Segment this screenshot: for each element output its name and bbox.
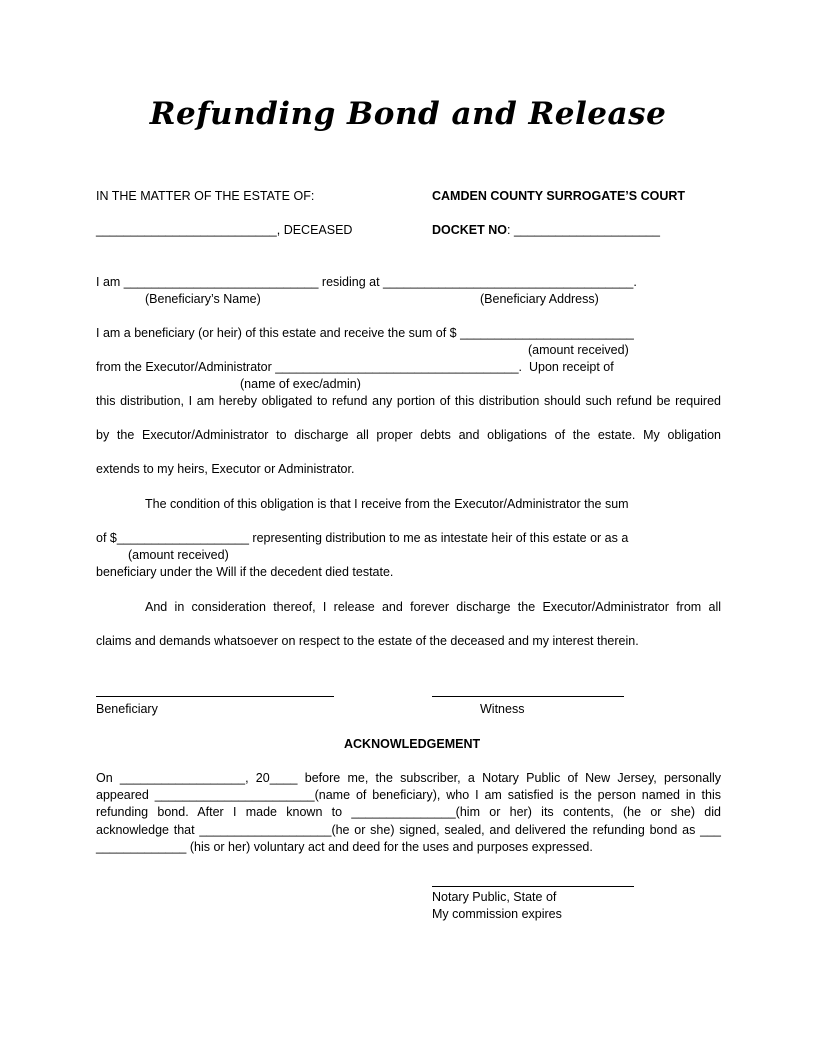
- will-line: beneficiary under the Will if the decedent died testate.: [96, 565, 394, 579]
- document-title: Refunding Bond and Release: [149, 96, 667, 132]
- docket-line: [432, 223, 660, 238]
- beneficiary-label: Beneficiary: [96, 702, 158, 716]
- estate-label: IN THE MATTER OF THE ESTATE OF:: [96, 189, 315, 203]
- witness-label: Witness: [480, 702, 525, 716]
- deceased-line: __________________________, DECEASED: [96, 223, 353, 237]
- obligation-line-1: this distribution, I am hereby obligated to refund any portion of this distribution should such refund be required: [96, 394, 721, 408]
- amount-received-caption-1: (amount received): [528, 343, 629, 357]
- exec-admin-caption: (name of exec/admin): [240, 377, 361, 391]
- release-line-1: And in consideration thereof, I release and forever discharge the Executor/Administrator from all: [145, 600, 721, 614]
- amount-received-caption-2: (amount received): [128, 548, 229, 562]
- court-name: CAMDEN COUNTY SURROGATE’S COURT: [432, 189, 686, 203]
- of-sum-line: of $___________________ representing distribution to me as intestate heir of this estate or as a: [96, 531, 629, 545]
- ack-line-3: refunding bond. After I made known to _______________(him or her) its contents, (he or she) did: [96, 805, 721, 820]
- ack-line-5: _____________ (his or her) voluntary act and deed for the uses and purposes expressed.: [96, 839, 593, 854]
- condition-line: The condition of this obligation is that I receive from the Executor/Administrator the sum: [145, 497, 629, 511]
- docket-label: DOCKET NO: [432, 223, 507, 237]
- beneficiary-signature-line: [96, 696, 334, 697]
- obligation-line-3: extends to my heirs, Executor or Administrator.: [96, 462, 355, 476]
- release-line-2: claims and demands whatsoever on respect to the estate of the deceased and my interest therein.: [96, 634, 639, 648]
- beneficiary-address-caption: (Beneficiary Address): [480, 292, 599, 306]
- acknowledgement-heading: ACKNOWLEDGEMENT: [344, 737, 481, 751]
- obligation-line-2: by the Executor/Administrator to discharge all proper debts and obligations of the estate. My obligation: [96, 428, 721, 442]
- ack-line-1: On __________________, 20____ before me, the subscriber, a Notary Public of New Jersey, personally: [96, 771, 721, 785]
- executor-line: from the Executor/Administrator ___________________________________. Upon receipt of: [96, 360, 614, 374]
- commission-label: My commission expires: [432, 907, 562, 921]
- witness-signature-line: [432, 696, 624, 697]
- beneficiary-residence-line: I am ____________________________ residing at ____________________________________.: [96, 275, 637, 289]
- sum-line: I am a beneficiary (or heir) of this estate and receive the sum of $ _________________________: [96, 326, 634, 340]
- notary-label: Notary Public, State of: [432, 890, 557, 904]
- notary-signature-line: [432, 886, 634, 887]
- beneficiary-name-caption: (Beneficiary’s Name): [145, 292, 261, 306]
- ack-line-2: appeared _______________________(name of beneficiary), who I am satisfied is the person named in this: [96, 788, 721, 803]
- ack-line-4: acknowledge that ___________________(he or she) signed, sealed, and delivered the refunding bond as ___: [96, 822, 721, 837]
- acknowledgement-paragraph: [96, 770, 721, 856]
- docket-blank: : _____________________: [507, 223, 660, 237]
